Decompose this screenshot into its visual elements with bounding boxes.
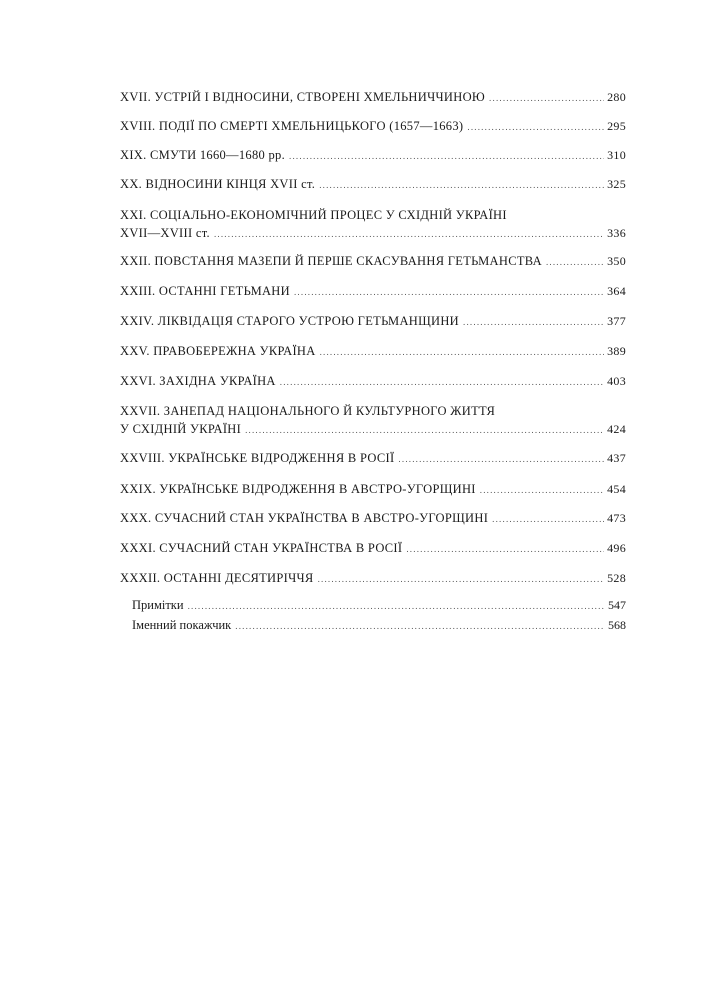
toc-page-number: 454 [607, 482, 626, 496]
toc-entry-title: XX. ВІДНОСИНИ КІНЦЯ XVII ст. [120, 177, 316, 191]
toc-entry[interactable] [120, 208, 626, 242]
toc-entry-title: XXVI. ЗАХІДНА УКРАЇНА [120, 374, 276, 388]
dot-leader [398, 452, 604, 467]
toc-page-number: 437 [607, 451, 626, 465]
toc-entry-title: XXIII. ОСТАННІ ГЕТЬМАНИ [120, 284, 290, 298]
toc-page-number: 568 [608, 618, 626, 632]
toc-entry[interactable] [120, 374, 626, 390]
toc-entry-title: XVII—XVIII ст. [120, 226, 210, 240]
toc-page-number: 389 [607, 344, 626, 358]
toc-entry[interactable] [120, 344, 626, 360]
dot-leader [245, 423, 604, 438]
toc-page-number: 496 [607, 541, 626, 555]
dot-leader [320, 345, 605, 360]
toc-entry-title: XVII. УСТРІЙ І ВІДНОСИНИ, СТВОРЕНІ ХМЕЛЬНИЧЧИНОЮ [120, 90, 486, 104]
toc-entry[interactable] [120, 404, 626, 438]
toc-page-number: 403 [607, 374, 626, 388]
dot-leader [492, 512, 604, 527]
dot-leader [318, 572, 605, 587]
dot-leader [546, 255, 604, 270]
toc-page-number: 364 [607, 284, 626, 298]
toc-appendix-name-index[interactable] [120, 618, 626, 634]
toc-entry[interactable] [120, 90, 626, 106]
toc-entry[interactable] [120, 177, 626, 193]
toc-entry[interactable] [120, 148, 626, 164]
toc-entry-title: Примітки [132, 598, 184, 612]
dot-leader [406, 542, 604, 557]
toc-entry[interactable] [120, 119, 626, 135]
toc-entry[interactable] [120, 541, 626, 557]
dot-leader [480, 483, 604, 498]
toc-page-number: 528 [607, 571, 626, 585]
toc-entry-title: XXXII. ОСТАННІ ДЕСЯТИРІЧЧЯ [120, 571, 314, 585]
toc-entry[interactable] [120, 571, 626, 587]
dot-leader [280, 375, 604, 390]
toc-page-number: 424 [607, 422, 626, 436]
dot-leader [289, 149, 604, 164]
toc-entry-title-line: XXVII. ЗАНЕПАД НАЦІОНАЛЬНОГО Й КУЛЬТУРНОГО ЖИТТЯ [120, 404, 496, 418]
dot-leader [319, 178, 604, 193]
toc-entry-title: XXIV. ЛІКВІДАЦІЯ СТАРОГО УСТРОЮ ГЕТЬМАНЩИНИ [120, 314, 460, 328]
toc-entry[interactable] [120, 451, 626, 467]
toc-entry-title: Іменний покажчик [132, 618, 232, 632]
toc-page-number: 325 [607, 177, 626, 191]
toc-appendix-notes[interactable] [120, 598, 626, 614]
toc-entry-title: XXVIII. УКРАЇНСЬКЕ ВІДРОДЖЕННЯ В РОСІЇ [120, 451, 395, 465]
toc-entry[interactable] [120, 482, 626, 498]
toc-entry-title: У СХІДНІЙ УКРАЇНІ [120, 422, 242, 436]
toc-entry-title: XVIII. ПОДІЇ ПО СМЕРТІ ХМЕЛЬНИЦЬКОГО (1657—1663) [120, 119, 464, 133]
dot-leader [294, 285, 604, 300]
toc-page-number: 473 [607, 511, 626, 525]
toc-page-number: 310 [607, 148, 626, 162]
dot-leader [489, 91, 604, 106]
toc-page-number: 377 [607, 314, 626, 328]
toc-entry-title: XXII. ПОВСТАННЯ МАЗЕПИ Й ПЕРШЕ СКАСУВАННЯ ГЕТЬМАНСТВА [120, 254, 542, 268]
toc-entry-title: XXX. СУЧАСНИЙ СТАН УКРАЇНСТВА В АВСТРО-УГОРЩИНІ [120, 511, 489, 525]
toc-page-number: 547 [608, 598, 626, 612]
toc-entry-title: XIX. СМУТИ 1660—1680 рр. [120, 148, 286, 162]
dot-leader [188, 599, 605, 614]
toc-page-number: 295 [607, 119, 626, 133]
toc-page-number: 336 [607, 226, 626, 240]
toc-entry[interactable] [120, 511, 626, 527]
dot-leader [235, 619, 605, 634]
toc-entry[interactable] [120, 284, 626, 300]
toc-entry-title: XXIX. УКРАЇНСЬКЕ ВІДРОДЖЕННЯ В АВСТРО-УГОРЩИНІ [120, 482, 476, 496]
dot-leader [467, 120, 604, 135]
toc-entry-title: XXXI. СУЧАСНИЙ СТАН УКРАЇНСТВА В РОСІЇ [120, 541, 403, 555]
toc-page-number: 350 [607, 254, 626, 268]
toc-entry-title: XXV. ПРАВОБЕРЕЖНА УКРАЇНА [120, 344, 316, 358]
toc-entry-title-line: XXI. СОЦІАЛЬНО-ЕКОНОМІЧНИЙ ПРОЦЕС У СХІДНІЙ УКРАЇНІ [120, 208, 507, 222]
toc-page-number: 280 [607, 90, 626, 104]
dot-leader [463, 315, 604, 330]
dot-leader [214, 227, 604, 242]
toc-entry[interactable] [120, 314, 626, 330]
toc-entry[interactable] [120, 254, 626, 270]
